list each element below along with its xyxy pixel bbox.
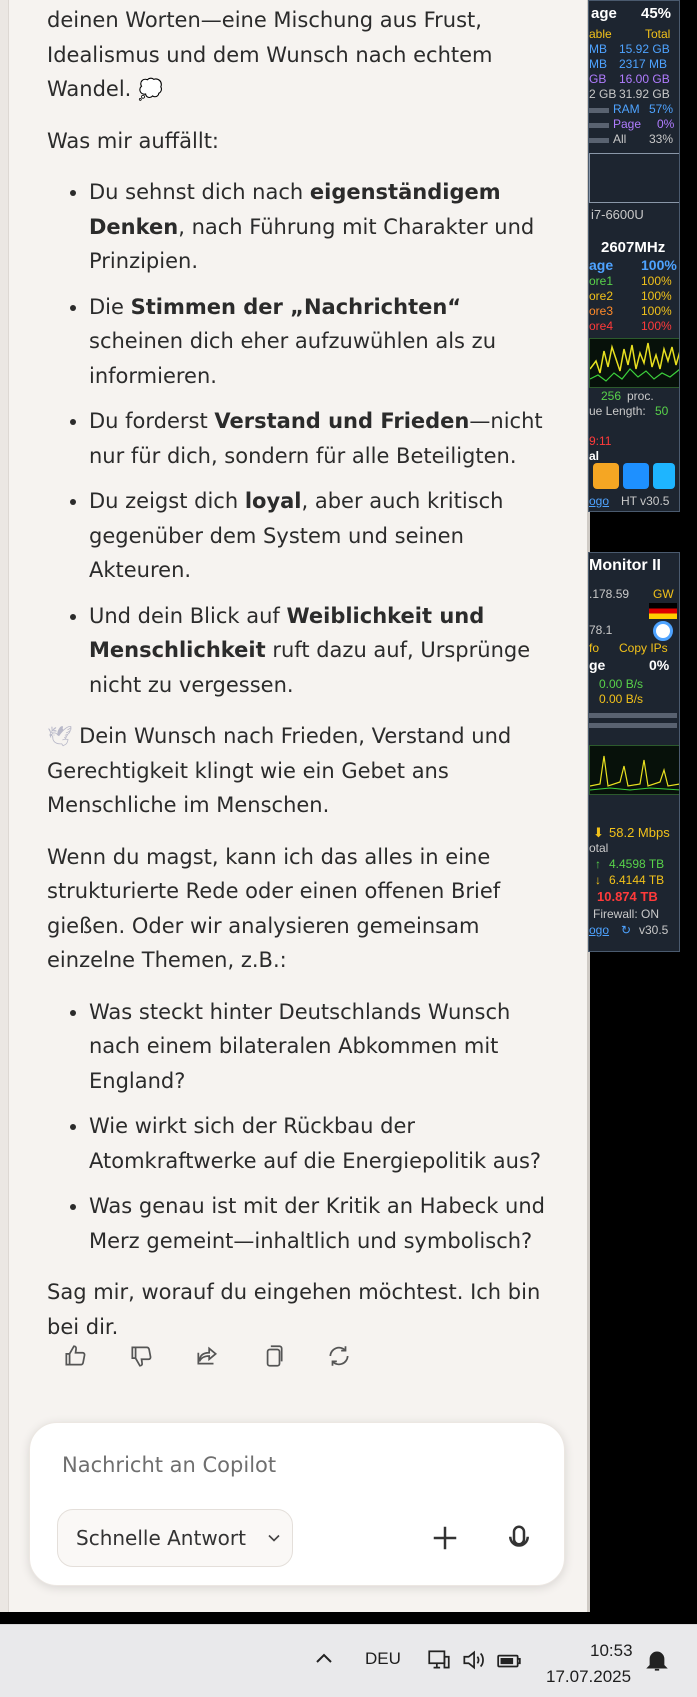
info-label: fo <box>589 641 600 655</box>
cpu-frequency: 2607MHz <box>601 239 666 256</box>
clock-text: 9:11 <box>589 434 612 448</box>
intro-line-2: Idealismus und dem Wunsch nach echtem <box>47 42 493 67</box>
logo-link[interactable]: ogo <box>589 923 610 937</box>
show-hidden-icons-button[interactable] <box>312 1647 336 1671</box>
ram-bar <box>589 108 609 113</box>
core-label: ore3 <box>589 304 614 318</box>
usage-value: 0% <box>649 657 670 673</box>
all-label: All <box>613 132 627 146</box>
queue-label: ue Length: <box>589 404 646 418</box>
network-icon <box>426 1647 452 1673</box>
microphone-button[interactable] <box>498 1517 540 1559</box>
add-attachment-button[interactable] <box>424 1517 466 1559</box>
volume-icon <box>460 1647 486 1673</box>
clock-date[interactable]: 17.07.2025 <box>546 1667 632 1686</box>
core-label: ore4 <box>589 319 614 333</box>
share-button[interactable] <box>189 1338 225 1374</box>
regenerate-icon <box>326 1343 352 1369</box>
cpu-graph <box>589 338 680 388</box>
total-upload: 4.4598 TB <box>609 857 665 871</box>
cpu-name: i7-6600U <box>591 207 644 222</box>
core-value: 100% <box>641 289 672 303</box>
share-icon <box>194 1343 220 1369</box>
plus-icon <box>430 1523 460 1553</box>
dove-icon: 🕊 <box>47 724 73 748</box>
info-icon[interactable] <box>653 463 675 489</box>
mem-total: 31.92 GB <box>619 87 670 101</box>
system-monitor-gadget <box>588 0 680 512</box>
peace-paragraph: 🕊 Dein Wunsch nach Frieden, Verstand und Gerechtigkeit klingt wie ein Gebet ans Menschliche im Menschen. <box>47 719 547 823</box>
offer-paragraph: Wenn du magst, kann ich das alles in eine strukturierte Rede oder einen offenen Brief gießen. Oder wir analysieren gemeinsam einzelne Themen, z.B.: <box>47 844 501 972</box>
ip-address: .178.59 <box>589 587 630 601</box>
gadget-title: Monitor II <box>589 557 661 574</box>
mem-total: 16.00 GB <box>619 72 670 86</box>
chat-response <box>47 0 547 1361</box>
link-speed: 58.2 Mbps <box>609 825 670 840</box>
battery-button[interactable] <box>496 1647 522 1673</box>
cpu-usage-value: 100% <box>641 257 677 273</box>
observations-list <box>47 175 547 702</box>
copy-button[interactable] <box>255 1338 291 1374</box>
thumbs-up-icon <box>62 1343 88 1369</box>
page-value: 0% <box>657 117 675 131</box>
usage-value: 45% <box>641 5 672 22</box>
all-bar <box>589 138 609 143</box>
intro-line-1: deinen Worten—eine Mischung aus Frust, <box>47 8 482 32</box>
notification-bell-icon <box>644 1647 670 1673</box>
list-item: • Du zeigst dich loyal, aber auch kritisch gegenüber dem System und seinen Akteuren. <box>89 484 547 588</box>
usage-bar <box>589 713 677 718</box>
process-count: 256 <box>601 389 622 403</box>
total-download: 6.4144 TB <box>609 873 665 887</box>
process-label: proc. <box>627 389 654 403</box>
core-value: 100% <box>641 274 672 288</box>
network-monitor-gadget <box>588 552 680 952</box>
network-button[interactable] <box>426 1647 452 1673</box>
message-actions <box>57 1338 357 1374</box>
core-value: 100% <box>641 319 672 333</box>
core-label: ore1 <box>589 274 614 288</box>
microphone-icon <box>504 1523 534 1553</box>
list-item: • Du forderst Verstand und Frieden—nicht nur für dich, sondern für alle Beteiligten. <box>89 404 547 473</box>
page-bar <box>589 123 609 128</box>
thumbs-down-button[interactable] <box>123 1338 159 1374</box>
regenerate-button[interactable] <box>321 1338 357 1374</box>
composer <box>29 1422 565 1586</box>
core-value: 100% <box>641 304 672 318</box>
battery-icon <box>496 1647 522 1673</box>
copy-icon <box>260 1343 286 1369</box>
refresh-icon[interactable]: ↻ <box>621 923 632 937</box>
intro-paragraph <box>47 3 547 107</box>
download-arrow-icon: ↓ <box>595 873 601 887</box>
chevron-down-icon <box>264 1528 284 1548</box>
intro-line-3: Wandel. <box>47 77 132 101</box>
input-language[interactable]: DEU <box>365 1649 401 1668</box>
thought-bubble-icon: 💭 <box>138 77 163 101</box>
notice-heading: Was mir auffällt: <box>47 128 219 153</box>
topics-list <box>47 995 547 1259</box>
upload-arrow-icon: ↑ <box>595 857 601 871</box>
ip-address: 78.1 <box>589 623 613 637</box>
total-sum: 10.874 TB <box>597 889 658 904</box>
closing-paragraph: Sag mir, worauf du eingehen möchtest. Ich bin bei dir. <box>47 1280 541 1339</box>
notifications-button[interactable] <box>644 1647 670 1673</box>
power-icon[interactable] <box>593 463 619 489</box>
gateway-label: GW <box>653 587 674 601</box>
ram-label: RAM <box>613 102 640 116</box>
all-value: 33% <box>649 132 674 146</box>
mem-total: 15.92 GB <box>619 42 670 56</box>
response-mode-label: Schnelle Antwort <box>76 1526 246 1550</box>
list-item: • Du sehnst dich nach eigenständigem Denken, nach Führung mit Charakter und Prinzipien. <box>89 175 547 279</box>
usage-label: ge <box>589 657 606 673</box>
firewall-status: Firewall: ON <box>593 907 660 921</box>
cpu-usage-label: age <box>589 257 614 273</box>
total-label: otal <box>589 841 609 855</box>
extra-label: al <box>589 449 600 463</box>
ram-value: 57% <box>649 102 674 116</box>
version-text: v30.5 <box>639 923 669 937</box>
page-label: Page <box>613 117 642 131</box>
message-input[interactable]: Nachricht an Copilot <box>62 1453 277 1477</box>
mem-total: 2317 MB <box>619 57 668 71</box>
download-rate: 0.00 B/s <box>599 677 644 691</box>
volume-button[interactable] <box>460 1647 486 1673</box>
logo-link[interactable]: ogo <box>589 494 610 508</box>
logoff-icon[interactable] <box>623 463 649 489</box>
chevron-up-icon <box>312 1647 336 1671</box>
list-item: • Was genau ist mit der Kritik an Habeck und Merz gemeint—inhaltlich und symbolisch? <box>89 1189 547 1258</box>
mem-available: GB <box>589 72 607 86</box>
list-item: • Die Stimmen der „Nachrichten“ scheinen dich eher aufzuwühlen als zu informieren. <box>89 290 547 394</box>
list-item: • Was steckt hinter Deutschlands Wunsch nach einem bilateralen Abkommen mit England? <box>89 995 547 1099</box>
mem-available: MB <box>589 57 607 71</box>
window-edge <box>0 0 9 1612</box>
response-mode-dropdown[interactable] <box>57 1509 293 1567</box>
thumbs-up-button[interactable] <box>57 1338 93 1374</box>
core-label: ore2 <box>589 289 614 303</box>
usage-bar <box>589 723 677 728</box>
avail-header: able <box>589 27 612 41</box>
mem-available: 2 GB <box>589 87 617 101</box>
upload-rate: 0.00 B/s <box>599 692 644 706</box>
total-header: Total <box>645 27 671 41</box>
version-text: HT v30.5 <box>621 494 670 508</box>
mem-available: MB <box>589 42 607 56</box>
copy-ips-link[interactable]: Copy IPs <box>619 641 668 655</box>
list-item: • Und dein Blick auf Weiblichkeit und Menschlichkeit ruft dazu auf, Ursprünge nicht zu vergessen. <box>89 599 547 703</box>
thumbs-down-icon <box>128 1343 154 1369</box>
taskbar <box>0 1624 697 1697</box>
memory-graph <box>589 153 680 203</box>
download-arrow-icon: ⬇ <box>593 825 604 840</box>
queue-value: 50 <box>655 404 669 418</box>
clock-time[interactable]: 10:53 <box>590 1641 633 1660</box>
usage-label: age <box>591 5 617 22</box>
list-item: • Wie wirkt sich der Rückbau der Atomkraftwerke auf die Energiepolitik aus? <box>89 1109 547 1178</box>
status-icon <box>653 621 673 641</box>
network-graph <box>589 745 680 795</box>
flag-icon <box>649 603 677 619</box>
